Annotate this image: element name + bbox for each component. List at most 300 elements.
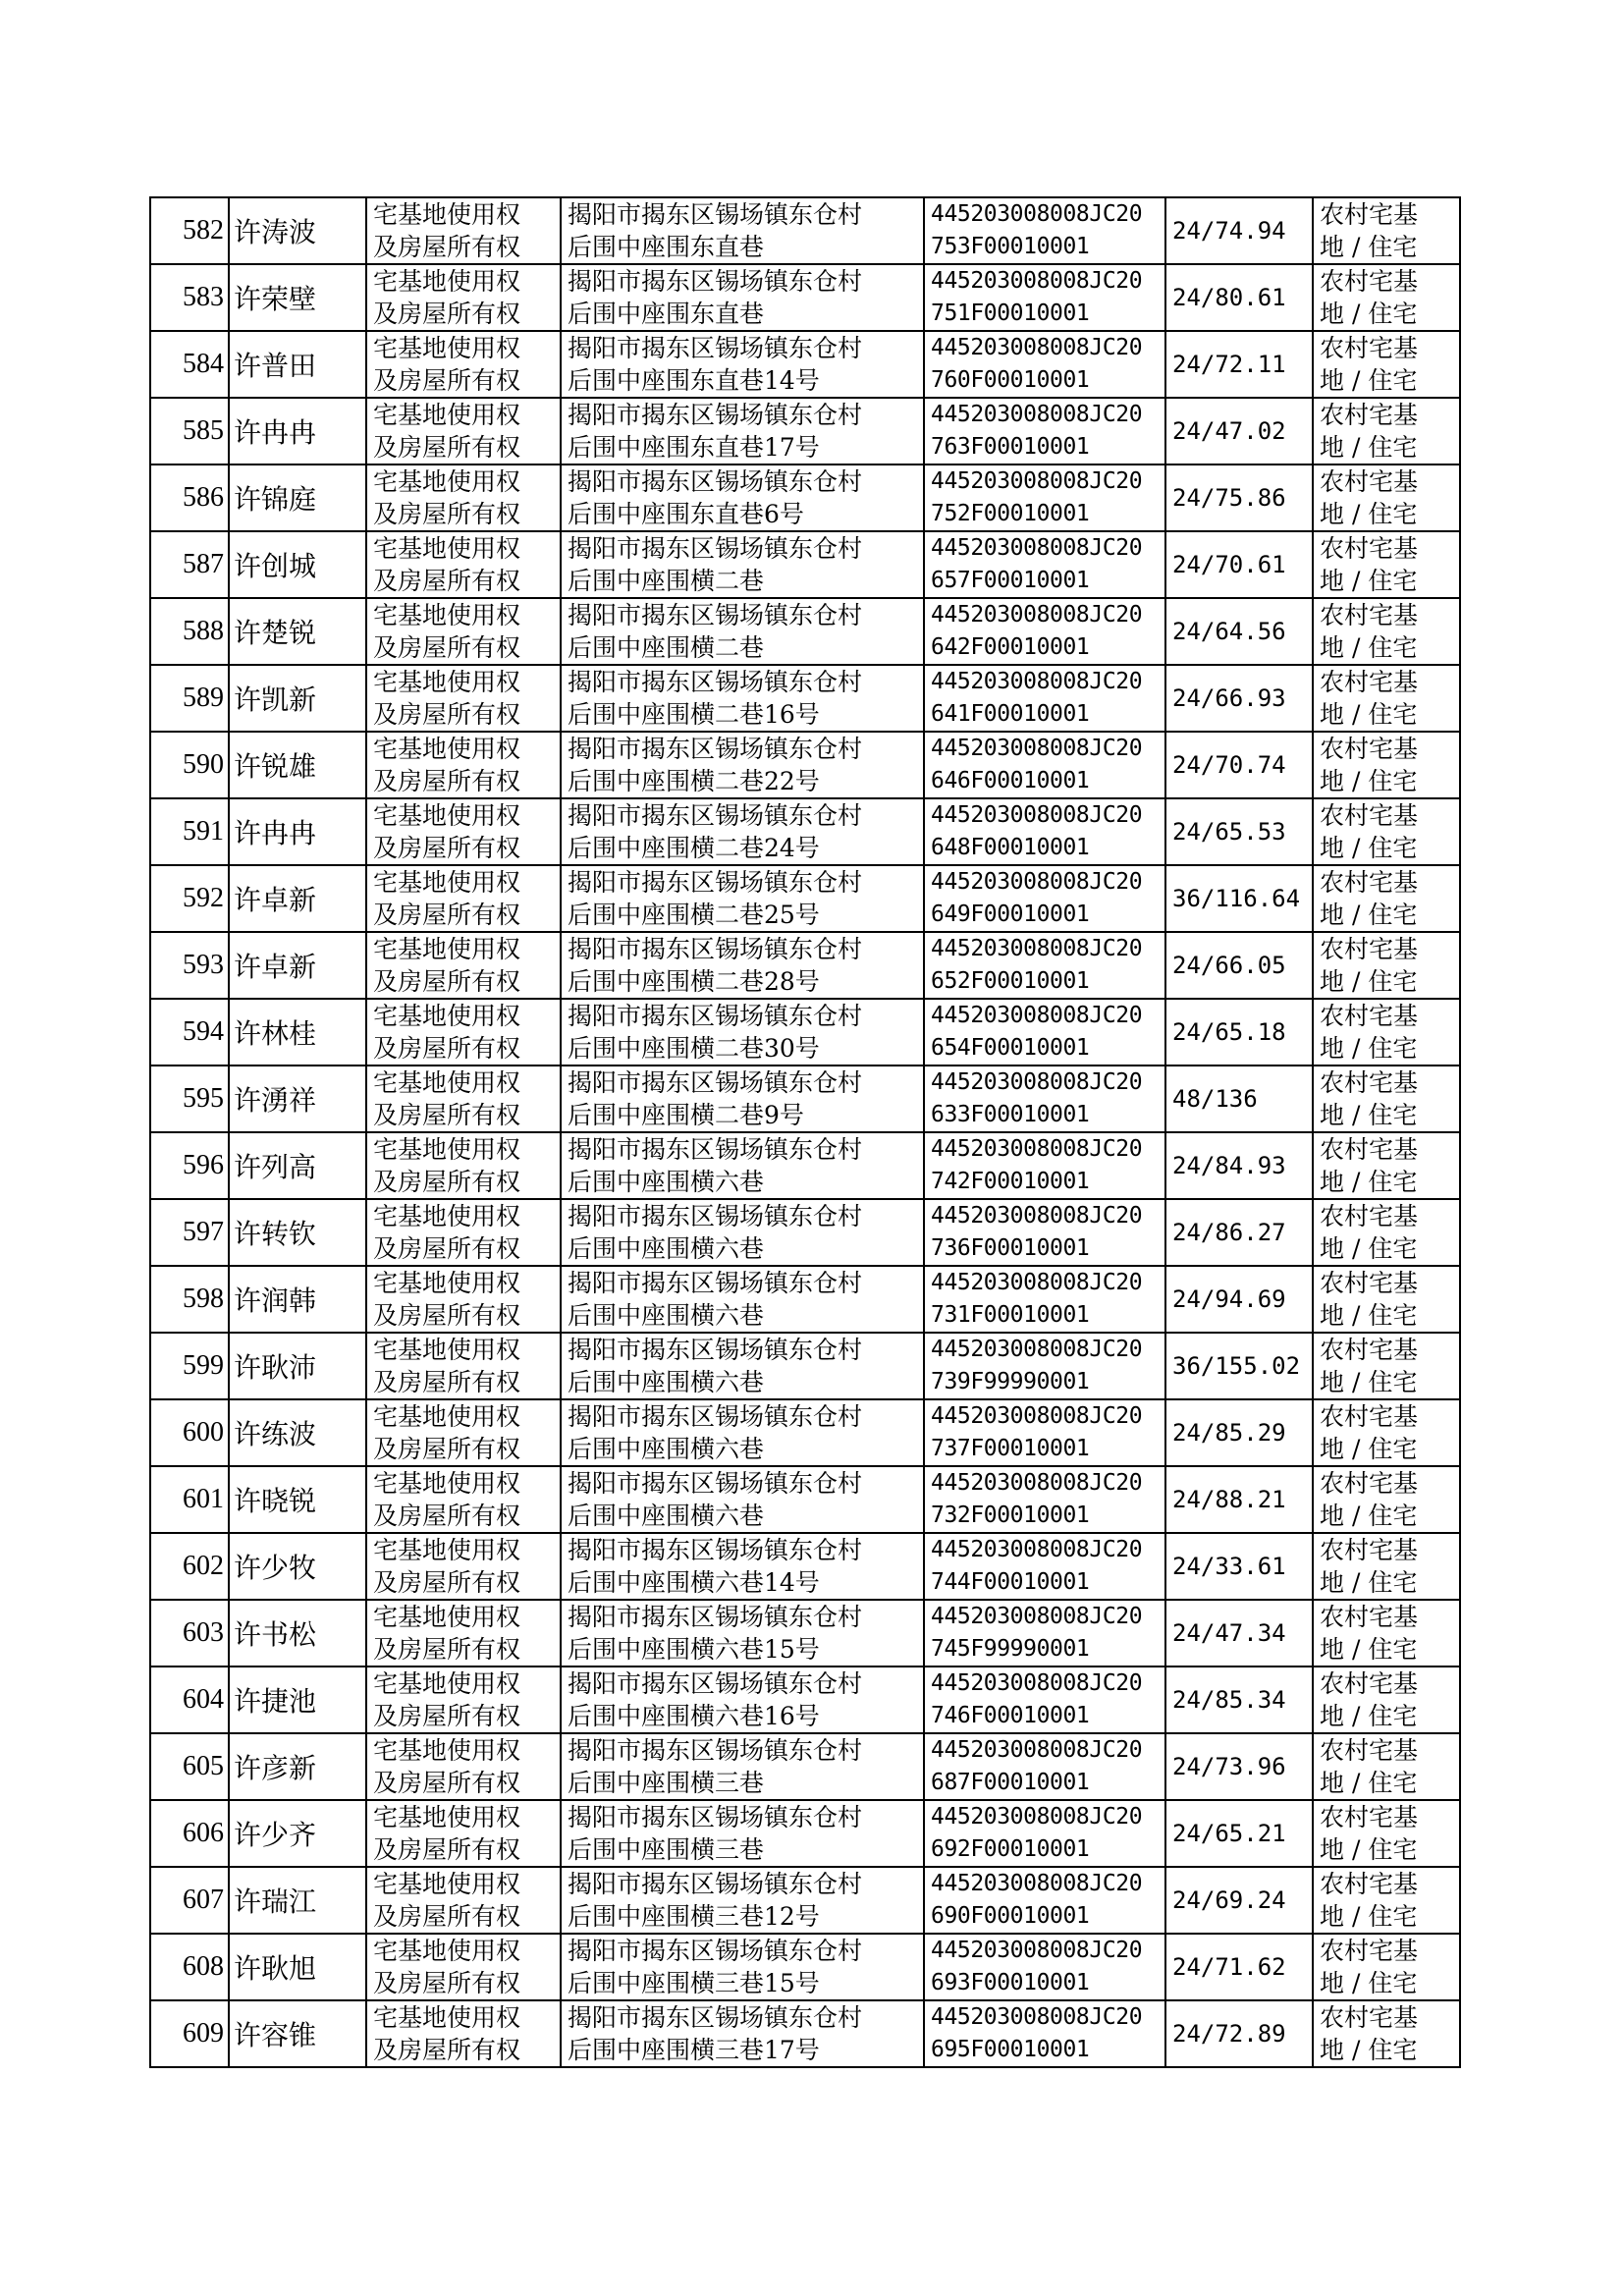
land-use-cell-line: 农村宅基 — [1320, 334, 1419, 362]
land-use-cell — [1313, 1733, 1460, 1800]
land-use-cell-line: 农村宅基 — [1320, 2003, 1419, 2032]
unit-code-cell-line: 445203008008JC20 — [931, 869, 1143, 895]
address-cell — [561, 1867, 924, 1934]
serial-number-cell: 601 — [150, 1466, 229, 1533]
unit-code-cell — [924, 2000, 1165, 2067]
address-cell-line: 后围中座围东直巷17号 — [568, 433, 820, 462]
serial-number-cell: 609 — [150, 2000, 229, 2067]
address-cell-line: 后围中座围横六巷14号 — [568, 1568, 820, 1597]
land-use-cell — [1313, 598, 1460, 665]
land-use-cell-line: 农村宅基 — [1320, 200, 1419, 229]
land-use-cell-line: 地 / 住宅 — [1320, 1368, 1418, 1396]
unit-code-cell-line: 732F00010001 — [931, 1503, 1090, 1528]
address-cell-line: 后围中座围横三巷 — [568, 1769, 765, 1797]
area-cell: 24/73.96 — [1165, 1733, 1313, 1800]
table-body — [150, 197, 1460, 2067]
right-type-cell-line: 及房屋所有权 — [373, 2036, 521, 2064]
unit-code-cell — [924, 598, 1165, 665]
unit-code-cell-line: 642F00010001 — [931, 634, 1090, 660]
right-type-cell — [366, 598, 561, 665]
unit-code-cell-line: 657F00010001 — [931, 568, 1090, 593]
area-cell: 24/74.94 — [1165, 197, 1313, 264]
land-use-cell-line: 农村宅基 — [1320, 1803, 1419, 1831]
right-type-cell-line: 宅基地使用权 — [373, 1336, 521, 1364]
address-cell-line: 揭阳市揭东区锡场镇东仓村 — [568, 1202, 863, 1230]
right-type-cell-line: 及房屋所有权 — [373, 500, 521, 528]
address-cell-line: 揭阳市揭东区锡场镇东仓村 — [568, 200, 863, 229]
owner-name-cell: 许锦庭 — [229, 464, 366, 531]
address-cell-line: 揭阳市揭东区锡场镇东仓村 — [568, 1336, 863, 1364]
address-cell-line: 揭阳市揭东区锡场镇东仓村 — [568, 1068, 863, 1097]
land-use-cell-line: 地 / 住宅 — [1320, 500, 1418, 528]
right-type-cell-line: 及房屋所有权 — [373, 700, 521, 729]
serial-number-cell: 587 — [150, 531, 229, 598]
area-cell: 24/65.53 — [1165, 798, 1313, 865]
unit-code-cell — [924, 531, 1165, 598]
right-type-cell-line: 宅基地使用权 — [373, 467, 521, 496]
area-cell: 24/80.61 — [1165, 264, 1313, 331]
address-cell-line: 后围中座围横二巷30号 — [568, 1034, 820, 1063]
address-cell-line: 揭阳市揭东区锡场镇东仓村 — [568, 2003, 863, 2032]
right-type-cell-line: 宅基地使用权 — [373, 1002, 521, 1030]
address-cell-line: 后围中座围横六巷15号 — [568, 1635, 820, 1664]
serial-number-cell: 606 — [150, 1800, 229, 1867]
serial-number-cell: 599 — [150, 1333, 229, 1399]
land-use-cell-line: 地 / 住宅 — [1320, 967, 1418, 996]
unit-code-cell-line: 742F00010001 — [931, 1169, 1090, 1194]
land-use-cell — [1313, 1533, 1460, 1600]
address-cell-line: 后围中座围东直巷14号 — [568, 366, 820, 395]
address-cell-line: 揭阳市揭东区锡场镇东仓村 — [568, 1536, 863, 1564]
right-type-cell — [366, 398, 561, 464]
address-cell-line: 揭阳市揭东区锡场镇东仓村 — [568, 668, 863, 696]
address-cell — [561, 1399, 924, 1466]
serial-number-cell: 596 — [150, 1132, 229, 1199]
land-use-cell — [1313, 1867, 1460, 1934]
unit-code-cell — [924, 197, 1165, 264]
address-cell-line: 后围中座围横二巷 — [568, 633, 765, 662]
unit-code-cell-line: 445203008008JC20 — [931, 1270, 1143, 1295]
unit-code-cell — [924, 1066, 1165, 1132]
right-type-cell — [366, 464, 561, 531]
table-row — [150, 1934, 1460, 2000]
land-use-cell-line: 农村宅基 — [1320, 735, 1419, 763]
serial-number-cell: 595 — [150, 1066, 229, 1132]
right-type-cell — [366, 999, 561, 1066]
table-row — [150, 531, 1460, 598]
land-use-cell-line: 地 / 住宅 — [1320, 767, 1418, 795]
owner-name-cell: 许书松 — [229, 1600, 366, 1667]
right-type-cell-line: 及房屋所有权 — [373, 1368, 521, 1396]
land-use-cell — [1313, 2000, 1460, 2067]
unit-code-cell-line: 445203008008JC20 — [931, 1938, 1143, 1963]
land-use-cell-line: 地 / 住宅 — [1320, 1502, 1418, 1530]
land-use-cell-line: 农村宅基 — [1320, 1603, 1419, 1631]
land-use-cell-line: 地 / 住宅 — [1320, 233, 1418, 261]
land-use-cell-line: 农村宅基 — [1320, 668, 1419, 696]
right-type-cell — [366, 1066, 561, 1132]
table-row — [150, 197, 1460, 264]
unit-code-cell-line: 744F00010001 — [931, 1569, 1090, 1595]
owner-name-cell: 许林桂 — [229, 999, 366, 1066]
right-type-cell-line: 及房屋所有权 — [373, 1101, 521, 1129]
right-type-cell — [366, 1266, 561, 1333]
owner-name-cell: 许少牧 — [229, 1533, 366, 1600]
owner-name-cell: 许荣壁 — [229, 264, 366, 331]
unit-code-cell-line: 445203008008JC20 — [931, 1403, 1143, 1429]
registry-table — [149, 196, 1461, 2068]
address-cell-line: 揭阳市揭东区锡场镇东仓村 — [568, 735, 863, 763]
unit-code-cell-line: 736F00010001 — [931, 1235, 1090, 1261]
table-row — [150, 1399, 1460, 1466]
unit-code-cell-line: 760F00010001 — [931, 367, 1090, 393]
address-cell — [561, 1132, 924, 1199]
serial-number-cell: 589 — [150, 665, 229, 732]
land-use-cell-line: 地 / 住宅 — [1320, 433, 1418, 462]
address-cell-line: 揭阳市揭东区锡场镇东仓村 — [568, 267, 863, 296]
right-type-cell — [366, 1333, 561, 1399]
address-cell — [561, 1533, 924, 1600]
serial-number-cell: 582 — [150, 197, 229, 264]
land-use-cell-line: 农村宅基 — [1320, 534, 1419, 563]
land-use-cell-line: 农村宅基 — [1320, 1402, 1419, 1431]
unit-code-cell-line: 693F00010001 — [931, 1970, 1090, 1995]
address-cell-line: 后围中座围横二巷9号 — [568, 1101, 804, 1129]
land-use-cell-line: 农村宅基 — [1320, 1469, 1419, 1498]
unit-code-cell-line: 654F00010001 — [931, 1035, 1090, 1061]
unit-code-cell-line: 445203008008JC20 — [931, 936, 1143, 961]
address-cell-line: 后围中座围横三巷12号 — [568, 1902, 820, 1931]
area-cell: 48/136 — [1165, 1066, 1313, 1132]
right-type-cell-line: 及房屋所有权 — [373, 1502, 521, 1530]
unit-code-cell-line: 445203008008JC20 — [931, 1604, 1143, 1629]
address-cell-line: 后围中座围横二巷 — [568, 567, 765, 595]
area-cell: 24/72.11 — [1165, 331, 1313, 398]
right-type-cell — [366, 331, 561, 398]
unit-code-cell-line: 445203008008JC20 — [931, 2004, 1143, 2030]
address-cell-line: 揭阳市揭东区锡场镇东仓村 — [568, 935, 863, 963]
right-type-cell-line: 宅基地使用权 — [373, 1469, 521, 1498]
land-use-cell-line: 农村宅基 — [1320, 1669, 1419, 1698]
owner-name-cell: 许耿沛 — [229, 1333, 366, 1399]
right-type-cell — [366, 1600, 561, 1667]
unit-code-cell — [924, 932, 1165, 999]
land-use-cell — [1313, 1132, 1460, 1199]
serial-number-cell: 602 — [150, 1533, 229, 1600]
table-row — [150, 665, 1460, 732]
unit-code-cell-line: 445203008008JC20 — [931, 468, 1143, 494]
right-type-cell-line: 宅基地使用权 — [373, 1402, 521, 1431]
table-row — [150, 1132, 1460, 1199]
land-use-cell — [1313, 1600, 1460, 1667]
land-use-cell-line: 地 / 住宅 — [1320, 834, 1418, 862]
right-type-cell-line: 及房屋所有权 — [373, 1969, 521, 1997]
address-cell-line: 揭阳市揭东区锡场镇东仓村 — [568, 1269, 863, 1297]
land-use-cell-line: 农村宅基 — [1320, 401, 1419, 429]
owner-name-cell: 许列高 — [229, 1132, 366, 1199]
right-type-cell-line: 宅基地使用权 — [373, 1736, 521, 1765]
address-cell-line: 后围中座围横二巷22号 — [568, 767, 820, 795]
address-cell-line: 后围中座围横二巷28号 — [568, 967, 820, 996]
unit-code-cell-line: 763F00010001 — [931, 434, 1090, 460]
unit-code-cell — [924, 1667, 1165, 1733]
address-cell — [561, 1333, 924, 1399]
address-cell-line: 后围中座围横三巷15号 — [568, 1969, 820, 1997]
land-use-cell-line: 地 / 住宅 — [1320, 633, 1418, 662]
address-cell — [561, 1934, 924, 2000]
unit-code-cell-line: 445203008008JC20 — [931, 1871, 1143, 1896]
land-use-cell — [1313, 264, 1460, 331]
address-cell-line: 揭阳市揭东区锡场镇东仓村 — [568, 334, 863, 362]
land-use-cell — [1313, 1800, 1460, 1867]
right-type-cell-line: 宅基地使用权 — [373, 1269, 521, 1297]
address-cell — [561, 1066, 924, 1132]
unit-code-cell — [924, 331, 1165, 398]
unit-code-cell-line: 752F00010001 — [931, 501, 1090, 526]
address-cell-line: 后围中座围横六巷 — [568, 1301, 765, 1330]
address-cell-line: 后围中座围横六巷 — [568, 1502, 765, 1530]
serial-number-cell: 584 — [150, 331, 229, 398]
unit-code-cell — [924, 732, 1165, 798]
address-cell-line: 揭阳市揭东区锡场镇东仓村 — [568, 1402, 863, 1431]
address-cell-line: 揭阳市揭东区锡场镇东仓村 — [568, 601, 863, 629]
address-cell-line: 后围中座围横二巷24号 — [568, 834, 820, 862]
right-type-cell-line: 及房屋所有权 — [373, 1902, 521, 1931]
area-cell: 24/69.24 — [1165, 1867, 1313, 1934]
land-use-cell-line: 农村宅基 — [1320, 1536, 1419, 1564]
land-use-cell-line: 地 / 住宅 — [1320, 1168, 1418, 1196]
land-use-cell-line: 农村宅基 — [1320, 1202, 1419, 1230]
right-type-cell-line: 宅基地使用权 — [373, 735, 521, 763]
unit-code-cell-line: 445203008008JC20 — [931, 201, 1143, 227]
serial-number-cell: 594 — [150, 999, 229, 1066]
unit-code-cell-line: 731F00010001 — [931, 1302, 1090, 1328]
unit-code-cell — [924, 1533, 1165, 1600]
owner-name-cell: 许冉冉 — [229, 798, 366, 865]
land-use-cell-line: 农村宅基 — [1320, 1336, 1419, 1364]
owner-name-cell: 许冉冉 — [229, 398, 366, 464]
land-use-cell-line: 农村宅基 — [1320, 868, 1419, 897]
land-use-cell-line: 农村宅基 — [1320, 601, 1419, 629]
table-row — [150, 264, 1460, 331]
table-row — [150, 1533, 1460, 1600]
owner-name-cell: 许彦新 — [229, 1733, 366, 1800]
unit-code-cell-line: 445203008008JC20 — [931, 1069, 1143, 1095]
address-cell — [561, 1733, 924, 1800]
land-use-cell-line: 地 / 住宅 — [1320, 1435, 1418, 1463]
owner-name-cell: 许练波 — [229, 1399, 366, 1466]
address-cell — [561, 1466, 924, 1533]
table-row — [150, 1466, 1460, 1533]
address-cell — [561, 1800, 924, 1867]
right-type-cell-line: 及房屋所有权 — [373, 633, 521, 662]
unit-code-cell-line: 649F00010001 — [931, 902, 1090, 927]
area-cell: 24/65.21 — [1165, 1800, 1313, 1867]
right-type-cell-line: 及房屋所有权 — [373, 1702, 521, 1730]
land-use-cell-line: 地 / 住宅 — [1320, 2036, 1418, 2064]
right-type-cell — [366, 1867, 561, 1934]
unit-code-cell-line: 445203008008JC20 — [931, 736, 1143, 761]
right-type-cell — [366, 264, 561, 331]
unit-code-cell-line: 445203008008JC20 — [931, 1003, 1143, 1028]
right-type-cell — [366, 865, 561, 932]
right-type-cell-line: 及房屋所有权 — [373, 767, 521, 795]
address-cell-line: 后围中座围横六巷 — [568, 1234, 765, 1263]
land-use-cell-line: 农村宅基 — [1320, 801, 1419, 830]
right-type-cell-line: 及房屋所有权 — [373, 1835, 521, 1864]
table-row — [150, 398, 1460, 464]
right-type-cell-line: 及房屋所有权 — [373, 834, 521, 862]
unit-code-cell-line: 445203008008JC20 — [931, 1537, 1143, 1562]
address-cell-line: 揭阳市揭东区锡场镇东仓村 — [568, 1803, 863, 1831]
right-type-cell — [366, 1800, 561, 1867]
address-cell — [561, 932, 924, 999]
land-use-cell-line: 农村宅基 — [1320, 1135, 1419, 1164]
serial-number-cell: 591 — [150, 798, 229, 865]
land-use-cell-line: 地 / 住宅 — [1320, 1902, 1418, 1931]
address-cell — [561, 865, 924, 932]
right-type-cell-line: 及房屋所有权 — [373, 967, 521, 996]
table-row — [150, 598, 1460, 665]
right-type-cell-line: 及房屋所有权 — [373, 1568, 521, 1597]
table-row — [150, 331, 1460, 398]
right-type-cell-line: 及房屋所有权 — [373, 1301, 521, 1330]
right-type-cell-line: 宅基地使用权 — [373, 1202, 521, 1230]
address-cell — [561, 264, 924, 331]
table-row — [150, 1733, 1460, 1800]
land-use-cell — [1313, 999, 1460, 1066]
area-cell: 24/85.34 — [1165, 1667, 1313, 1733]
unit-code-cell — [924, 1600, 1165, 1667]
unit-code-cell-line: 690F00010001 — [931, 1903, 1090, 1929]
land-use-cell-line: 农村宅基 — [1320, 1068, 1419, 1097]
owner-name-cell: 许晓锐 — [229, 1466, 366, 1533]
owner-name-cell: 许润韩 — [229, 1266, 366, 1333]
owner-name-cell: 许卓新 — [229, 865, 366, 932]
unit-code-cell-line: 445203008008JC20 — [931, 802, 1143, 828]
right-type-cell-line: 及房屋所有权 — [373, 1168, 521, 1196]
owner-name-cell: 许凯新 — [229, 665, 366, 732]
owner-name-cell: 许耿旭 — [229, 1934, 366, 2000]
address-cell — [561, 2000, 924, 2067]
table-row — [150, 1199, 1460, 1266]
owner-name-cell: 许捷池 — [229, 1667, 366, 1733]
land-use-cell — [1313, 1934, 1460, 2000]
right-type-cell — [366, 1667, 561, 1733]
right-type-cell-line: 宅基地使用权 — [373, 1870, 521, 1898]
address-cell-line: 揭阳市揭东区锡场镇东仓村 — [568, 1603, 863, 1631]
right-type-cell-line: 宅基地使用权 — [373, 801, 521, 830]
area-cell: 24/85.29 — [1165, 1399, 1313, 1466]
right-type-cell-line: 宅基地使用权 — [373, 601, 521, 629]
land-use-cell-line: 农村宅基 — [1320, 935, 1419, 963]
land-use-cell — [1313, 331, 1460, 398]
right-type-cell-line: 及房屋所有权 — [373, 1769, 521, 1797]
address-cell — [561, 331, 924, 398]
right-type-cell-line: 宅基地使用权 — [373, 1803, 521, 1831]
area-cell: 24/47.02 — [1165, 398, 1313, 464]
land-use-cell — [1313, 1399, 1460, 1466]
land-use-cell-line: 地 / 住宅 — [1320, 567, 1418, 595]
unit-code-cell-line: 445203008008JC20 — [931, 602, 1143, 628]
land-use-cell — [1313, 932, 1460, 999]
address-cell-line: 后围中座围横六巷 — [568, 1368, 765, 1396]
address-cell — [561, 665, 924, 732]
right-type-cell-line: 宅基地使用权 — [373, 1669, 521, 1698]
table-row — [150, 1066, 1460, 1132]
unit-code-cell — [924, 1132, 1165, 1199]
land-use-cell-line: 地 / 住宅 — [1320, 1568, 1418, 1597]
serial-number-cell: 590 — [150, 732, 229, 798]
right-type-cell — [366, 1132, 561, 1199]
right-type-cell-line: 宅基地使用权 — [373, 668, 521, 696]
right-type-cell-line: 宅基地使用权 — [373, 1135, 521, 1164]
table-row — [150, 865, 1460, 932]
address-cell-line: 后围中座围横六巷 — [568, 1435, 765, 1463]
address-cell — [561, 1266, 924, 1333]
land-use-cell — [1313, 197, 1460, 264]
table-row — [150, 2000, 1460, 2067]
land-use-cell-line: 地 / 住宅 — [1320, 1234, 1418, 1263]
owner-name-cell: 许容锥 — [229, 2000, 366, 2067]
owner-name-cell: 许锐雄 — [229, 732, 366, 798]
area-cell: 36/116.64 — [1165, 865, 1313, 932]
address-cell-line: 揭阳市揭东区锡场镇东仓村 — [568, 868, 863, 897]
owner-name-cell: 许少齐 — [229, 1800, 366, 1867]
area-cell: 24/33.61 — [1165, 1533, 1313, 1600]
land-use-cell-line: 地 / 住宅 — [1320, 300, 1418, 328]
right-type-cell — [366, 1399, 561, 1466]
right-type-cell — [366, 665, 561, 732]
address-cell-line: 后围中座围横三巷17号 — [568, 2036, 820, 2064]
right-type-cell — [366, 1733, 561, 1800]
right-type-cell — [366, 1934, 561, 2000]
table-row — [150, 1667, 1460, 1733]
unit-code-cell-line: 445203008008JC20 — [931, 1737, 1143, 1763]
unit-code-cell-line: 695F00010001 — [931, 2037, 1090, 2062]
right-type-cell — [366, 798, 561, 865]
serial-number-cell: 598 — [150, 1266, 229, 1333]
unit-code-cell-line: 445203008008JC20 — [931, 402, 1143, 427]
area-cell: 24/66.93 — [1165, 665, 1313, 732]
address-cell-line: 后围中座围横二巷16号 — [568, 700, 820, 729]
address-cell — [561, 598, 924, 665]
address-cell-line: 揭阳市揭东区锡场镇东仓村 — [568, 1002, 863, 1030]
address-cell — [561, 464, 924, 531]
land-use-cell-line: 地 / 住宅 — [1320, 1301, 1418, 1330]
right-type-cell-line: 宅基地使用权 — [373, 1937, 521, 1965]
address-cell — [561, 732, 924, 798]
area-cell: 24/84.93 — [1165, 1132, 1313, 1199]
right-type-cell — [366, 1533, 561, 1600]
land-use-cell — [1313, 665, 1460, 732]
address-cell-line: 后围中座围横六巷 — [568, 1168, 765, 1196]
address-cell-line: 揭阳市揭东区锡场镇东仓村 — [568, 467, 863, 496]
address-cell — [561, 1600, 924, 1667]
unit-code-cell-line: 445203008008JC20 — [931, 1804, 1143, 1830]
right-type-cell — [366, 1466, 561, 1533]
right-type-cell-line: 及房屋所有权 — [373, 300, 521, 328]
right-type-cell-line: 及房屋所有权 — [373, 1635, 521, 1664]
address-cell — [561, 798, 924, 865]
unit-code-cell — [924, 464, 1165, 531]
address-cell — [561, 197, 924, 264]
serial-number-cell: 588 — [150, 598, 229, 665]
land-use-cell-line: 地 / 住宅 — [1320, 1101, 1418, 1129]
unit-code-cell — [924, 798, 1165, 865]
land-use-cell — [1313, 531, 1460, 598]
unit-code-cell-line: 445203008008JC20 — [931, 1203, 1143, 1229]
